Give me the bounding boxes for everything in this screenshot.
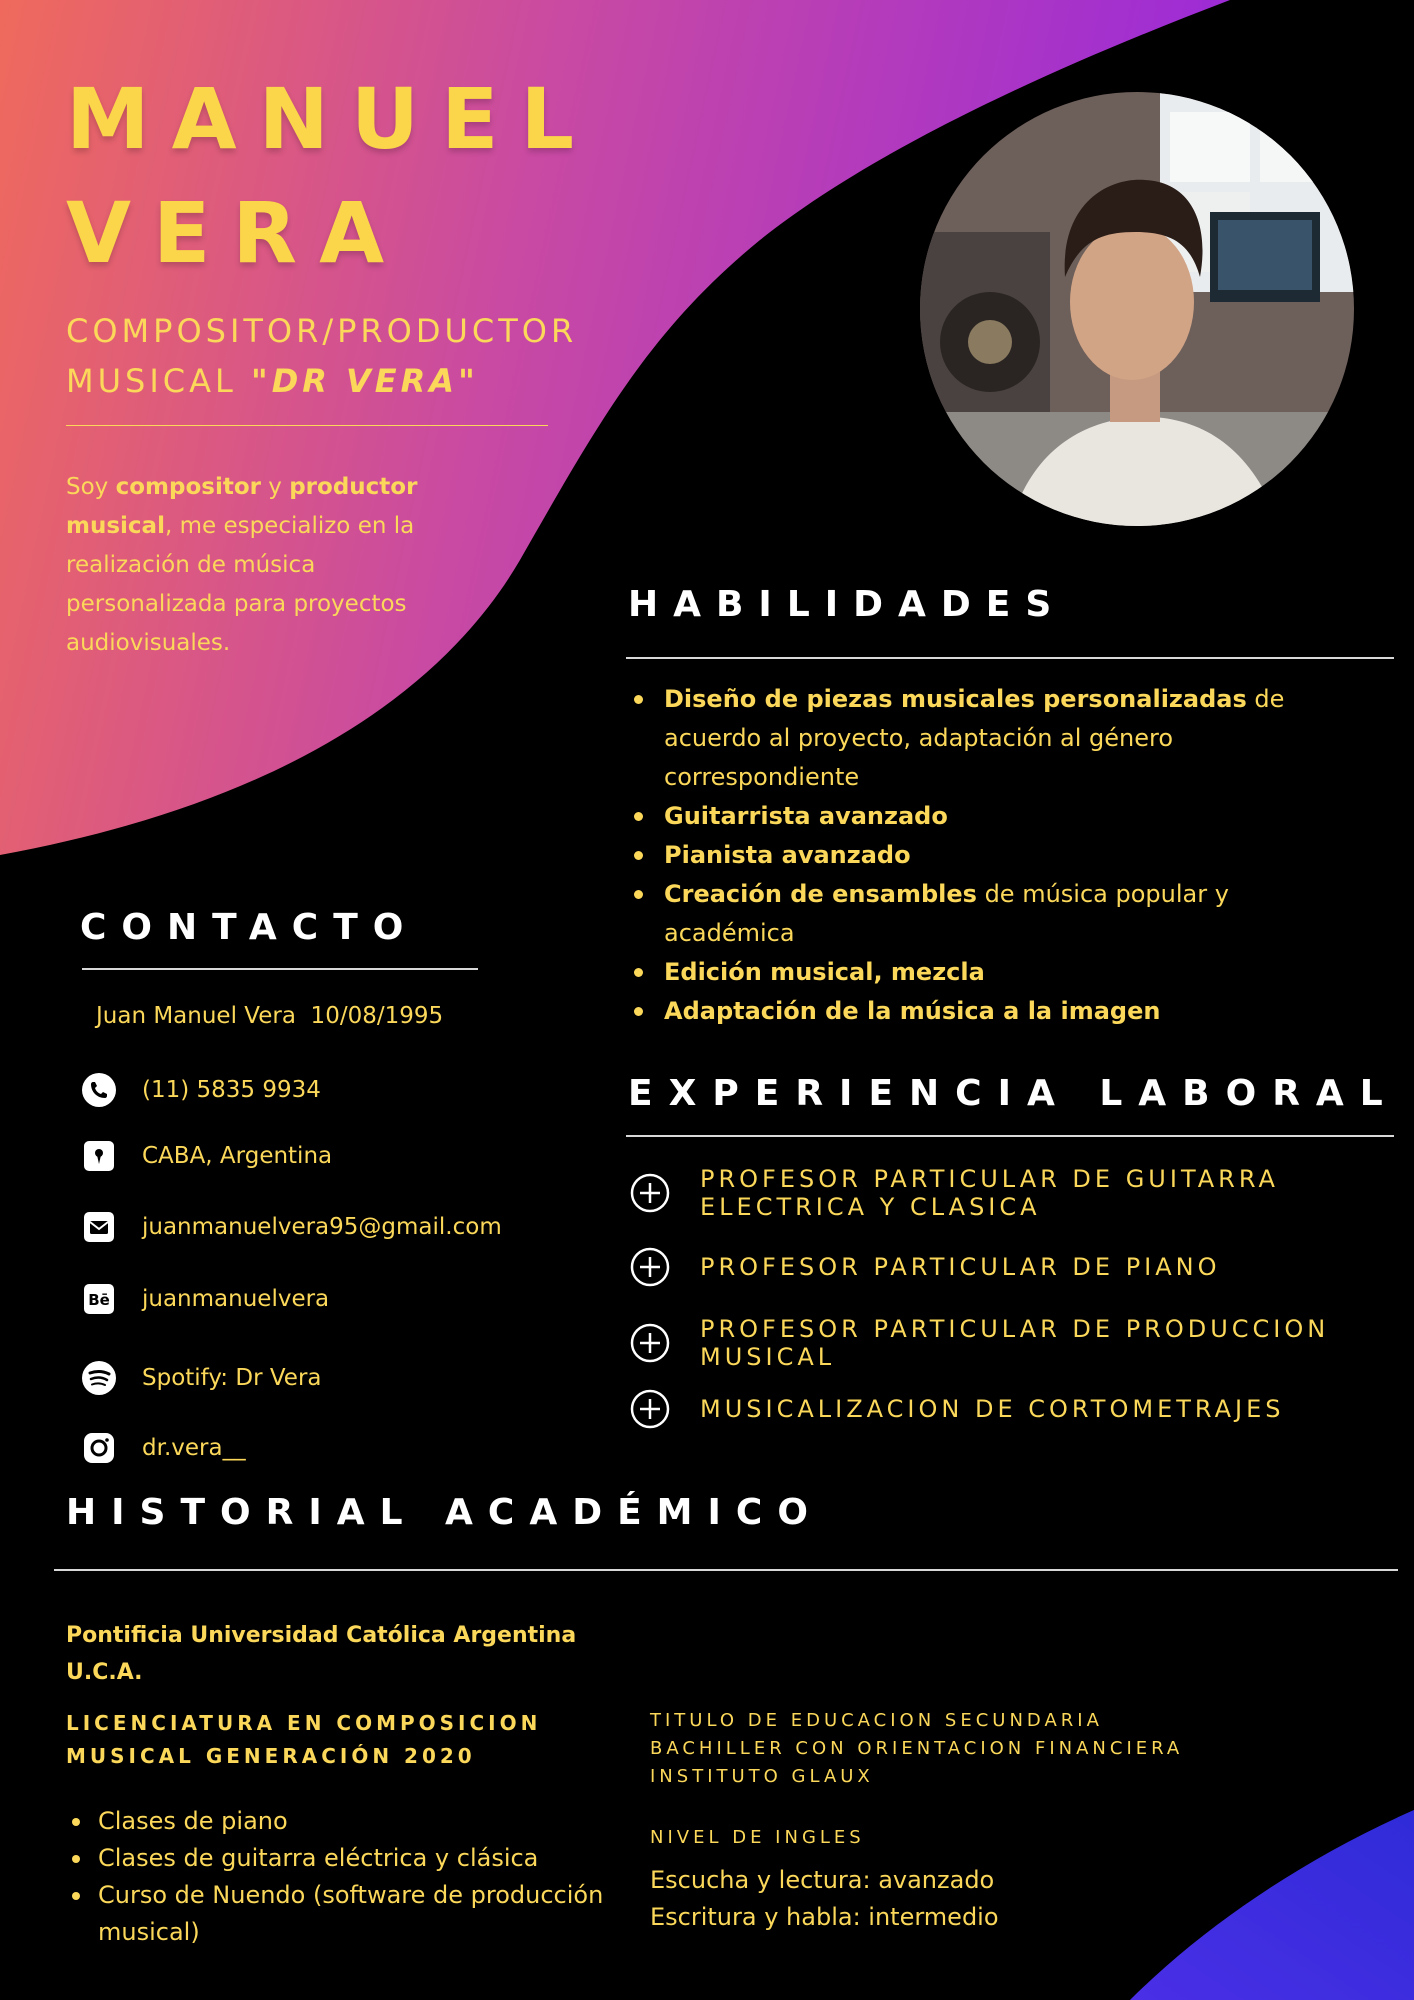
job-title-line1: COMPOSITOR/PRODUCTOR [66,312,578,350]
svg-text:Bē: Bē [88,1291,110,1309]
instagram-icon [80,1429,118,1467]
last-name: VERA [66,184,407,282]
english-writing: Escritura y habla: intermedio [650,1903,999,1931]
skill-bold: Guitarrista avanzado [664,802,948,830]
contact-spotify[interactable] [80,1359,322,1397]
university [66,1617,576,1691]
contact-person: Juan Manuel Vera 10/08/1995 [96,1003,444,1029]
contact-title: CONTACTO [80,907,419,948]
job-title-line2 [66,356,577,406]
contact-location [80,1137,332,1175]
degree-line2: MUSICAL GENERACIÓN 2020 [66,1744,476,1768]
degree-line1: LICENCIATURA EN COMPOSICION [66,1711,542,1735]
phone-number[interactable]: (11) 5835 9934 [142,1077,321,1103]
skill-item [628,953,1318,992]
experience-item [630,1247,1350,1287]
education-title: HISTORIAL ACADÉMICO [66,1492,823,1533]
experience-label: PROFESOR PARTICULAR DE PRODUCCION MUSICAL [700,1315,1330,1371]
experience-label: MUSICALIZACION DE CORTOMETRAJES [700,1395,1285,1423]
university-abbr: U.C.A. [66,1660,143,1685]
skill-bold: Diseño de piezas musicales personalizadas [664,685,1247,713]
experience-label: PROFESOR PARTICULAR DE PIANO [700,1253,1221,1281]
skill-item [628,797,1318,836]
behance-handle[interactable]: juanmanuelvera [142,1286,330,1312]
contact-email[interactable] [80,1208,502,1246]
skills-title: HABILIDADES [628,584,1067,625]
skill-item [628,836,1318,875]
full-name [66,62,596,290]
intro-paragraph [66,468,436,663]
skill-bold: Creación de ensambles [664,880,977,908]
profile-photo [920,92,1354,526]
skill-bold: Edición musical, mezcla [664,958,985,986]
skill-item [628,875,1318,953]
experience-title: EXPERIENCIA LABORAL [628,1073,1399,1114]
location-icon [80,1137,118,1175]
secondary-line2: BACHILLER CON ORIENTACION FINANCIERA [650,1738,1184,1759]
skills-list [628,680,1318,1031]
spotify-icon [80,1359,118,1397]
plus-circle-icon [630,1389,670,1429]
course-item: Clases de piano [66,1803,606,1840]
behance-icon [80,1280,118,1318]
intro-text: y [260,474,290,500]
header-divider [66,425,548,426]
secondary-line1: TITULO DE EDUCACION SECUNDARIA [650,1710,1103,1731]
course-item: Curso de Nuendo (software de producción musical) [66,1877,606,1951]
intro-text: , me especializo en la realización de música personalizada para proyectos audiovisuales. [66,513,415,656]
phone-icon [80,1071,118,1109]
contact-phone[interactable] [80,1071,321,1109]
skill-rest: de música popular y académica [664,880,1229,947]
photo-illustration [920,92,1354,526]
experience-item [630,1315,1350,1371]
contact-instagram[interactable] [80,1429,246,1467]
degree [66,1707,541,1773]
location-text: CABA, Argentina [142,1143,333,1169]
spotify-name[interactable]: Spotify: Dr Vera [142,1365,322,1391]
university-name: Pontificia Universidad Católica Argentina [66,1623,577,1648]
skill-bold: Pianista avanzado [664,841,911,869]
email-icon [80,1208,118,1246]
skill-rest: de acuerdo al proyecto, adaptación al género correspondiente [664,685,1285,791]
skill-item [628,680,1318,797]
intro-bold: productor musical [66,474,418,539]
experience-label: PROFESOR PARTICULAR DE GUITARRA ELECTRICA Y CLASICA [700,1165,1279,1221]
secondary-line3: INSTITUTO GLAUX [650,1766,874,1787]
english-listening: Escucha y lectura: avanzado [650,1866,995,1894]
plus-circle-icon [630,1173,670,1213]
intro-text: Soy [66,474,116,500]
instagram-handle[interactable]: dr.vera__ [142,1435,246,1461]
experience-item [630,1165,1350,1221]
english-level-title: NIVEL DE INGLES [650,1827,865,1848]
first-name: MANUEL [66,70,597,168]
course-item: Clases de guitarra eléctrica y clásica [66,1840,606,1877]
job-title-prefix: MUSICAL [66,362,252,400]
experience-divider [626,1135,1394,1137]
email-address[interactable]: juanmanuelvera95@gmail.com [142,1214,502,1240]
artist-alias: "DR VERA" [251,362,479,400]
skills-divider [626,657,1394,659]
experience-item [630,1389,1350,1429]
courses [66,1803,606,1951]
intro-bold: compositor [115,474,261,500]
plus-circle-icon [630,1247,670,1287]
corner-blue-shape [1130,1810,1414,2000]
contact-divider [82,968,478,970]
plus-circle-icon [630,1323,670,1363]
secondary-education [650,1707,1183,1791]
english-levels [650,1862,999,1936]
contact-behance[interactable] [80,1280,329,1318]
skill-bold: Adaptación de la música a la imagen [664,997,1161,1025]
education-divider [54,1569,1398,1571]
skill-item [628,992,1318,1031]
job-title [66,306,577,406]
